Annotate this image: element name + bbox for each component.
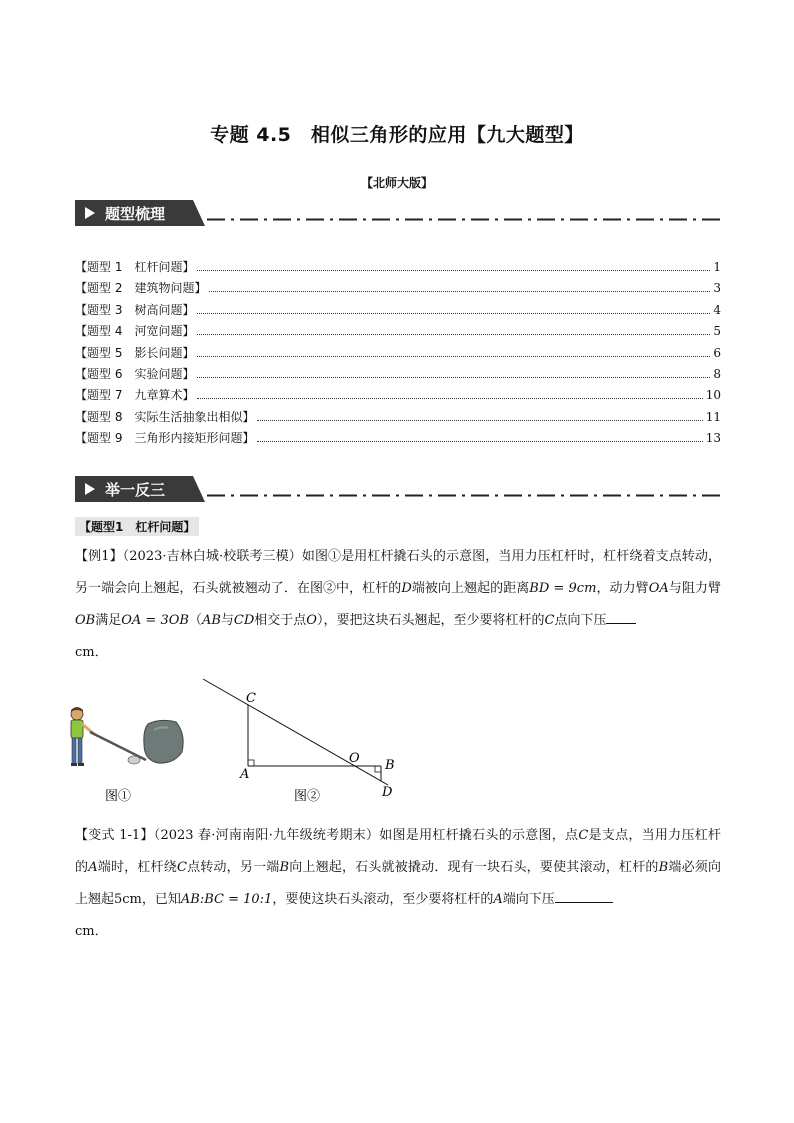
toc-page: 4 [713, 302, 721, 317]
math-var: A [88, 860, 98, 875]
example-text: 端被向上翘起的距离 [411, 581, 530, 596]
toc-leader [197, 261, 710, 271]
figure-2-caption: 图② [294, 789, 321, 804]
variant-text: 端必须向上翘起5cm，已知 [75, 860, 721, 907]
toc-item[interactable] [75, 344, 721, 365]
example-text: 相交于点 [254, 613, 307, 628]
person-shirt [71, 720, 83, 738]
dash-dot-line [207, 218, 725, 221]
math-var: C [578, 828, 589, 843]
example-text: ），要把这块石头翘起，至少要将杠杆的 [316, 613, 545, 628]
example-text: （ [188, 613, 202, 628]
toc-label: 【题型 7 九章算术】 [75, 388, 195, 403]
toc-item[interactable] [75, 408, 721, 429]
section-title-toc: 题型梳理 [105, 205, 166, 223]
variant-text: 点转动，另一端 [186, 860, 280, 875]
variant-text: 向上翘起，石头就被撬动．现有一块石头，要使其滚动，杠杆的 [289, 860, 659, 875]
toc-label: 【题型 9 三角形内接矩形问题】 [75, 431, 255, 446]
toc-leader [257, 411, 702, 421]
toc-label: 【题型 1 杠杆问题】 [75, 260, 195, 274]
lever-line-CD [203, 679, 388, 785]
math-var: AB [201, 613, 221, 628]
figure-1-lever-illustration [60, 690, 190, 805]
label-B: B [385, 758, 395, 773]
math-equation: OA = 3OB [121, 613, 189, 628]
toc-leader [197, 325, 710, 335]
toc-page: 11 [705, 409, 721, 424]
toc-label: 【题型 2 建筑物问题】 [75, 281, 207, 296]
example-text: 点向下压 [554, 613, 607, 628]
toc-leader [209, 282, 710, 292]
variant-text: 端时，杠杆绕 [97, 860, 177, 875]
toc-leader [257, 432, 702, 442]
section-title-practice: 举一反三 [105, 481, 166, 499]
label-O: O [349, 751, 360, 766]
toc-page: 5 [713, 324, 721, 339]
toc-page: 1 [713, 260, 721, 274]
page-title: 专题 4.5 相似三角形的应用【九大题型】 [210, 124, 584, 146]
example-text: 与 [220, 613, 234, 628]
example-text: 【例1】（2023·吉林白城·校联考三模）如图①是用杠杆撬石头的示意图，当用力压杠杆时，杠杆绕着支点转动，另一端会向上翘起，石头就被翘动了．在图②中，杠杆的 [75, 549, 721, 596]
math-var: OA [648, 581, 669, 596]
fulcrum-stone [128, 756, 140, 764]
math-var: C [544, 613, 555, 628]
label-A: A [240, 767, 250, 782]
math-var: CD [233, 613, 255, 628]
section-bar-toc [75, 200, 725, 226]
label-C: C [246, 691, 256, 706]
toc-item[interactable] [75, 258, 721, 279]
toc-label: 【题型 5 影长问题】 [75, 345, 195, 360]
toc-item[interactable] [75, 301, 721, 322]
toc-leader [197, 368, 710, 378]
toc-item[interactable] [75, 322, 721, 343]
math-equation: BD = 9cm [529, 581, 597, 596]
toc-item[interactable] [75, 279, 721, 300]
math-var: OB [75, 613, 96, 628]
answer-blank[interactable] [606, 609, 636, 624]
toc-page: 13 [705, 431, 721, 446]
example-text: 与阻力臂 [668, 581, 721, 596]
toc-page: 3 [713, 281, 721, 296]
answer-blank[interactable] [555, 888, 613, 903]
toc-item[interactable] [75, 429, 721, 450]
toc-item[interactable] [75, 386, 721, 407]
figure-1-caption: 图① [105, 789, 132, 804]
toc-label: 【题型 4 河宽问题】 [75, 324, 195, 339]
unit-text: cm． [75, 924, 108, 939]
person-leg [78, 738, 82, 764]
math-var: C [176, 860, 187, 875]
variant-text: ，要使这块石头滚动，至少要将杠杆的 [272, 892, 494, 907]
toc-label: 【题型 6 实验问题】 [75, 366, 195, 381]
toc-page: 8 [713, 366, 721, 381]
math-var: B [658, 860, 669, 875]
right-angle-B [375, 766, 381, 772]
math-equation: AB:BC = 10:1 [180, 892, 273, 907]
toc-label: 【题型 8 实际生活抽象出相似】 [75, 409, 255, 424]
example-text: 满足 [95, 613, 122, 628]
lever-bar [90, 732, 146, 760]
toc-leader [197, 304, 710, 314]
figure-2-geometry-diagram [198, 674, 403, 804]
math-var: D [401, 581, 412, 596]
toc-page: 6 [713, 345, 721, 360]
math-var: B [279, 860, 290, 875]
right-angle-A [248, 760, 254, 766]
variant-text: 端向下压 [502, 892, 555, 907]
dash-dot-line [207, 494, 725, 497]
example-text: ，动力臂 [596, 581, 649, 596]
toc-page: 10 [705, 388, 721, 403]
variant-text: 是支点，当用力压杠杆的 [75, 828, 721, 875]
label-D: D [382, 785, 393, 800]
math-var: O [306, 613, 317, 628]
variant-1-1 [75, 820, 721, 948]
person-leg [72, 738, 76, 764]
toc-label: 【题型 3 树高问题】 [75, 302, 195, 317]
variant-text: 【变式 1-1】（2023 春·河南南阳·九年级统考期末）如图是用杠杆撬石头的示意图，点 [75, 828, 579, 843]
table-of-contents [75, 258, 721, 451]
unit-text: cm． [75, 645, 108, 660]
toc-leader [197, 347, 710, 357]
section-bar-practice [75, 476, 725, 502]
edition-subtitle: 【北师大版】 [360, 176, 433, 190]
example-1 [75, 541, 721, 669]
math-var: A [493, 892, 503, 907]
toc-item[interactable] [75, 365, 721, 386]
question-type-heading: 【题型1 杠杆问题】 [75, 517, 199, 536]
toc-leader [197, 389, 702, 399]
